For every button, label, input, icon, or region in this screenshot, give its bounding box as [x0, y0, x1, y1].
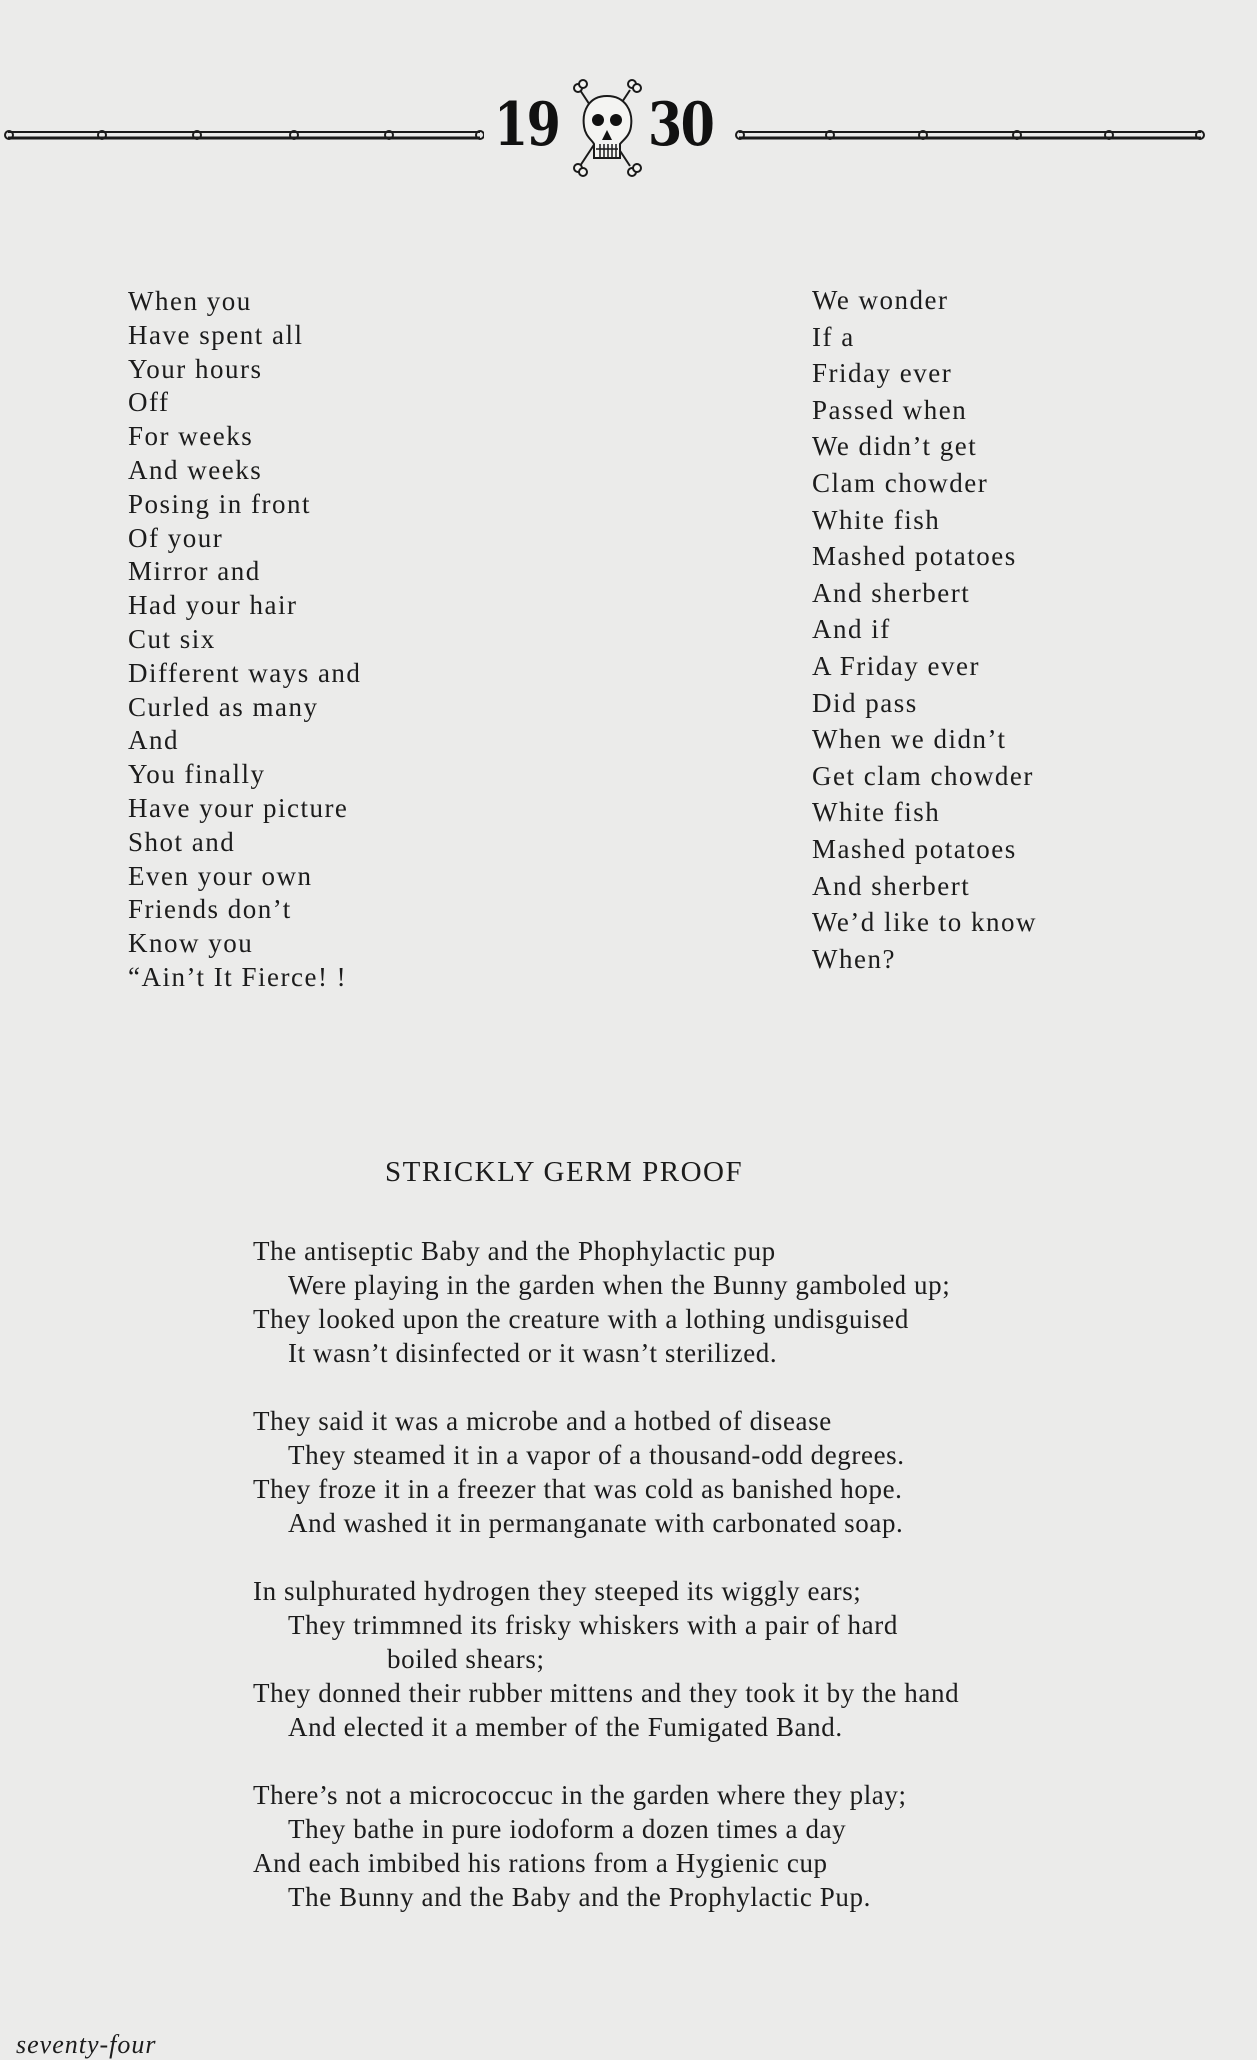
poem-line: Of your: [128, 522, 224, 553]
poem-line: A Friday ever: [812, 650, 980, 681]
poem-line: We didn’t get: [812, 431, 978, 462]
poem-line: They trimmned its frisky whiskers with a pair of hard: [288, 1610, 898, 1640]
poem-line: You finally: [128, 759, 266, 790]
poem-line: White fish: [812, 504, 941, 535]
poem-line: And elected it a member of the Fumigated Band.: [288, 1712, 843, 1742]
poem-line: The Bunny and the Baby and the Prophylactic Pup.: [288, 1882, 871, 1912]
poem-line: It wasn’t disinfected or it wasn’t sterilized.: [288, 1338, 778, 1368]
poem-line: Friends don’t: [128, 894, 292, 925]
poem-line: Even your own: [128, 860, 313, 891]
poem-line: And: [128, 725, 179, 756]
poem-line: Friday ever: [812, 358, 953, 389]
poem-line: They bathe in pure iodoform a dozen times a day: [288, 1814, 847, 1844]
poem-line: And sherbert: [812, 870, 971, 901]
poem-line: And washed it in permanganate with carbonated soap.: [288, 1508, 904, 1538]
stanza: [253, 1234, 959, 1370]
poem-line: Cut six: [128, 623, 216, 654]
poem-line: And if: [812, 614, 891, 645]
poem-line: Mashed potatoes: [812, 541, 1017, 572]
poem-line: There’s not a micrococcuc in the garden where they play;: [253, 1780, 907, 1810]
germ-proof-poem: [253, 1234, 959, 1948]
stanza: [253, 1778, 959, 1914]
poem-line: “Ain’t It Fierce! !: [128, 961, 348, 992]
poem-line: Have your picture: [128, 792, 349, 823]
poem-line: For weeks: [128, 421, 254, 452]
poem-title: STRICKLY GERM PROOF: [385, 1156, 744, 1188]
poem-line: And each imbibed his rations from a Hygienic cup: [253, 1848, 828, 1878]
poem-line: Curled as many: [128, 691, 319, 722]
poem-line: Clam chowder: [812, 467, 989, 498]
poem-line: We wonder: [812, 285, 949, 315]
poem-line: Mirror and: [128, 556, 261, 587]
poem-line: They said it was a microbe and a hotbed of disease: [253, 1406, 832, 1436]
left-bone-rule: [4, 128, 484, 142]
poem-line: And sherbert: [812, 577, 971, 608]
poem-line: Know you: [128, 928, 254, 959]
year-right-digits: 30: [648, 90, 714, 160]
poem-line: They froze it in a freezer that was cold as banished hope.: [253, 1474, 903, 1504]
poem-line: And weeks: [128, 454, 263, 485]
right-bone-rule: [735, 128, 1205, 142]
poem-line: When we didn’t: [812, 724, 1007, 755]
poem-line: They looked upon the creature with a lothing undisguised: [253, 1304, 909, 1334]
left-poem: [128, 285, 361, 995]
poem-line: They steamed it in a vapor of a thousand-odd degrees.: [288, 1440, 905, 1470]
poem-line: When you: [128, 286, 252, 316]
poem-line: Mashed potatoes: [812, 833, 1017, 864]
right-poem: [812, 282, 1037, 977]
poem-line: The antiseptic Baby and the Phophylactic pup: [253, 1236, 776, 1266]
poem-line: Off: [128, 387, 170, 418]
poem-line: Passed when: [812, 394, 968, 425]
poem-line: Posing in front: [128, 488, 312, 519]
poem-line: Have spent all: [128, 319, 304, 350]
poem-line: Your hours: [128, 353, 263, 384]
page-number: seventy-four: [16, 2030, 157, 2059]
poem-line: If a: [812, 321, 855, 352]
poem-line: We’d like to know: [812, 907, 1038, 938]
poem-line: They donned their rubber mittens and they took it by the hand: [253, 1678, 960, 1708]
poem-line: Get clam chowder: [812, 760, 1034, 791]
poem-line: Different ways and: [128, 657, 362, 688]
poem-line: boiled shears;: [387, 1644, 545, 1674]
poem-line: White fish: [812, 797, 941, 828]
stanza: [253, 1574, 959, 1744]
skull-and-crossbones-icon: [570, 78, 645, 178]
poem-line: Were playing in the garden when the Bunny gamboled up;: [288, 1270, 951, 1300]
poem-line: When?: [812, 943, 896, 974]
poem-line: In sulphurated hydrogen they steeped its wiggly ears;: [253, 1576, 862, 1606]
poem-line: Shot and: [128, 826, 236, 857]
stanza: [253, 1404, 959, 1540]
page-header-ornament: [0, 78, 1220, 178]
poem-line: Had your hair: [128, 590, 298, 621]
year-left-digits: 19: [494, 90, 560, 160]
poem-line: Did pass: [812, 687, 918, 718]
